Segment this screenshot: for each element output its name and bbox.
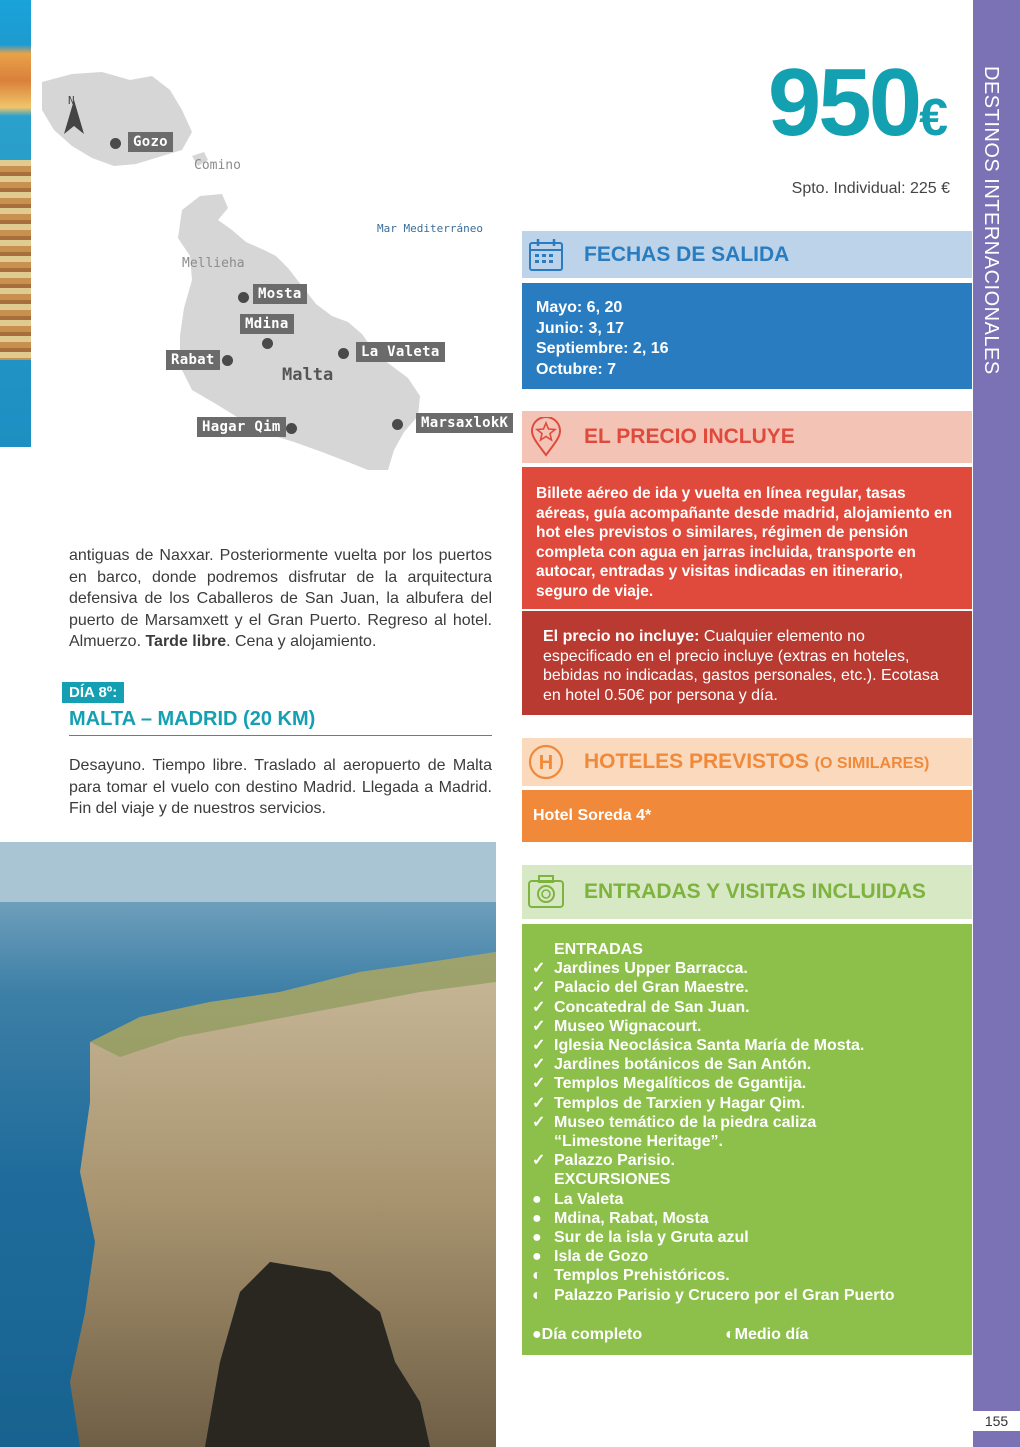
intro-text-bold: Tarde libre: [145, 633, 227, 650]
list-item: [532, 1017, 962, 1036]
entradas-title: ENTRADAS Y VISITAS INCLUIDAS: [584, 880, 926, 903]
map-label-malta: Malta: [282, 365, 334, 385]
left-photo-strip: [0, 0, 31, 447]
half-day-icon: ◐: [532, 1267, 542, 1285]
fechas-header: [522, 231, 972, 278]
check-icon: ✓: [532, 998, 546, 1016]
full-day-icon: ●: [532, 1325, 542, 1343]
hoteles-title-main: HOTELES PREVISTOS: [584, 750, 809, 773]
map-dot-hagarqim: [286, 423, 297, 434]
full-day-icon: ●: [532, 1209, 542, 1227]
excursion-text: Templos Prehistóricos.: [554, 1267, 730, 1285]
half-day-icon: ◐: [532, 1286, 542, 1304]
list-item: [532, 1151, 962, 1170]
map-label-mosta: Mosta: [253, 284, 307, 304]
fechas-title: FECHAS DE SALIDA: [584, 242, 790, 266]
list-item: [532, 978, 962, 997]
excursiones-list: [532, 1190, 962, 1305]
list-item: [532, 1094, 962, 1113]
check-icon: ✓: [532, 1075, 546, 1093]
fecha-line: Octubre: 7: [536, 360, 617, 378]
day7-continued-text: [69, 545, 492, 653]
hoteles-title: [584, 750, 929, 774]
hotel-icon: [522, 739, 570, 786]
list-item: [532, 1074, 962, 1093]
legend-half-day: [725, 1325, 808, 1344]
entradas-body: [522, 924, 972, 1355]
excursion-text: Sur de la isla y Gruta azul: [554, 1229, 749, 1247]
map-label-sea: Mar Mediterráneo: [377, 222, 483, 235]
map-label-mdina: Mdina: [240, 314, 294, 334]
price-number: 950: [767, 49, 920, 156]
legend: [532, 1325, 962, 1344]
entrada-text: Museo Wignacourt.: [554, 1017, 702, 1035]
single-supplement: Spto. Individual: 225 €: [791, 180, 950, 197]
map-label-comino: Comino: [194, 158, 241, 173]
list-item: [532, 1190, 962, 1209]
entrada-text: Museo temático de la piedra caliza “Limestone Heritage”.: [554, 1113, 817, 1151]
entrada-text: Concatedral de San Juan.: [554, 998, 750, 1016]
map-dot-mdina: [262, 338, 273, 349]
map-label-rabat: Rabat: [166, 350, 220, 370]
excursion-text: La Valeta: [554, 1190, 624, 1208]
entradas-header: [522, 865, 972, 919]
check-icon: ✓: [532, 979, 546, 997]
check-icon: ✓: [532, 1056, 546, 1074]
entrada-text: Palazzo Parisio.: [554, 1152, 675, 1170]
entradas-list: [532, 959, 962, 1170]
section-side-band: [973, 0, 1020, 1447]
entrada-text: Templos Megalíticos de Ggantija.: [554, 1075, 807, 1093]
full-day-icon: ●: [532, 1229, 542, 1247]
excursiones-subheading: EXCURSIONES: [554, 1171, 671, 1189]
entrada-text: Jardines Upper Barracca.: [554, 960, 748, 978]
legend-full-day: [532, 1325, 725, 1344]
list-item: [532, 1247, 962, 1266]
hoteles-title-small: (O SIMILARES): [814, 755, 930, 772]
camera-icon: [522, 869, 570, 916]
blue-grotto-photo: [0, 842, 496, 1447]
list-item: [532, 1055, 962, 1074]
photo-illustration: [0, 842, 496, 1447]
check-icon: ✓: [532, 1113, 546, 1131]
map-label-hagarqim: Hagar Qim: [197, 417, 286, 437]
excursion-text: Palazzo Parisio y Crucero por el Gran Puerto: [554, 1286, 895, 1304]
check-icon: ✓: [532, 1037, 546, 1055]
north-label: N: [68, 94, 75, 107]
hoteles-header: [522, 738, 972, 786]
list-item: [532, 959, 962, 978]
full-day-icon: ●: [532, 1190, 542, 1208]
entrada-text: Palacio del Gran Maestre.: [554, 979, 749, 997]
map-dot-marsaxlokk: [392, 419, 403, 430]
page-number: 155: [973, 1411, 1020, 1431]
day8-tag: DÍA 8º:: [62, 682, 124, 703]
incluye-body: Billete aéreo de ida y vuelta en línea regular, tasas aéreas, guía acompañante desde madrid, alojamiento en hot eles previstos o similares, régimen de pensión completa con agua en jarras incluida, transporte en autocar, entradas y visitas indicadas en itinerario, seguro de viaje.: [522, 467, 972, 609]
list-item: [532, 1228, 962, 1247]
map-label-lavaleta: La Valeta: [356, 342, 445, 362]
entrada-text: Iglesia Neoclásica Santa María de Mosta.: [554, 1037, 865, 1055]
incluye-header: [522, 411, 972, 463]
fecha-line: Septiembre: 2, 16: [536, 340, 669, 357]
list-item: [532, 1036, 962, 1055]
price-currency: €: [919, 89, 948, 147]
intro-text-end: . Cena y alojamiento.: [226, 633, 377, 650]
svg-text:H: H: [538, 752, 554, 774]
fecha-line: Mayo: 6, 20: [536, 299, 623, 316]
check-icon: ✓: [532, 1152, 546, 1170]
excursion-text: Isla de Gozo: [554, 1248, 649, 1266]
intro-text-part: antiguas de Naxxar. Posteriormente vuelta por los puertos en barco, donde podremos disfrutar de la arquitectura defensiva de los Caballeros de San Juan, la albufera del puerto de Marsamxett y el Gran Puerto. Regreso al hotel. Almuerzo.: [69, 547, 492, 650]
hotel-name: Hotel Soreda 4*: [522, 790, 972, 842]
entradas-subheading: ENTRADAS: [554, 941, 643, 958]
entrada-text: Jardines botánicos de San Antón.: [554, 1056, 812, 1074]
list-item: [532, 1113, 962, 1151]
fechas-body: [522, 283, 972, 389]
excursion-text: Mdina, Rabat, Mosta: [554, 1209, 709, 1227]
entrada-text: Templos de Tarxien y Hagar Qim.: [554, 1094, 806, 1112]
map-label-marsaxlokk: MarsaxlokK: [416, 413, 513, 433]
price-amount: [768, 48, 948, 158]
map-dot-gozo: [110, 138, 121, 149]
map-dot-lavaleta: [338, 348, 349, 359]
side-title: DESTINOS INTERNACIONALES: [980, 66, 1002, 375]
check-icon: ✓: [532, 1017, 546, 1035]
map-label-mellieha: Mellieha: [182, 256, 245, 271]
city-photo-fragment: [0, 160, 31, 360]
no-incluye-text: Cualquier elemento no especificado en el precio incluye (extras en hoteles, bebidas no indicadas, gastos personales, etc.). Ecotasa en hotel 0.50€ por persona y día.: [543, 628, 939, 704]
list-item: [532, 998, 962, 1017]
map-label-gozo: Gozo: [128, 132, 173, 152]
malta-map: [32, 60, 512, 490]
list-item: [532, 1286, 962, 1305]
legend-half-label: Medio día: [734, 1325, 809, 1343]
star-pin-icon: [522, 414, 570, 461]
map-dot-rabat: [222, 355, 233, 366]
list-item: [532, 1266, 962, 1285]
map-dot-mosta: [238, 292, 249, 303]
incluye-title: EL PRECIO INCLUYE: [584, 425, 795, 448]
fecha-line: Junio: 3, 17: [536, 319, 625, 337]
day8-text: Desayuno. Tiempo libre. Traslado al aeropuerto de Malta para tomar el vuelo con destino Madrid. Llegada a Madrid. Fin del viaje y de nuestros servicios.: [69, 757, 492, 817]
check-icon: ✓: [532, 960, 546, 978]
list-item: [532, 1209, 962, 1228]
check-icon: ✓: [532, 1094, 546, 1112]
full-day-icon: ●: [532, 1248, 542, 1266]
no-incluye-body: [522, 611, 972, 715]
no-incluye-label: El precio no incluye:: [543, 628, 700, 645]
half-day-icon: ◐: [725, 1325, 735, 1343]
calendar-icon: [522, 231, 570, 278]
day8-title: MALTA – MADRID (20 KM): [69, 708, 492, 736]
legend-full-label: Día completo: [541, 1325, 643, 1343]
